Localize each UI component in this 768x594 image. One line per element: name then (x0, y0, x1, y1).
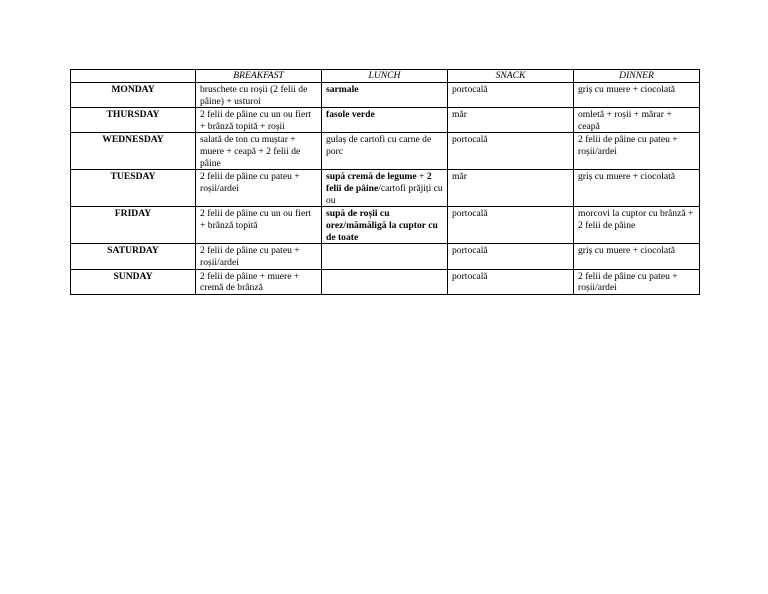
lunch-cell (322, 83, 448, 108)
day-cell: THURSDAY (71, 108, 196, 133)
lunch-text: supă de roșii cu orez/mămăligă la cuptor cu de toate (326, 208, 438, 243)
day-cell: MONDAY (71, 83, 196, 108)
table-header-row (71, 70, 700, 83)
table-row (71, 83, 700, 108)
lunch-text: fasole verde (326, 109, 375, 121)
breakfast-cell: 2 felii de pâine cu un ou fiert + brânză topită (196, 207, 322, 244)
lunch-cell (322, 133, 448, 170)
breakfast-cell: bruschete cu roșii (2 felii de pâine) + usturoi (196, 83, 322, 108)
header-lunch: LUNCH (322, 70, 448, 83)
day-cell: SUNDAY (71, 269, 196, 294)
lunch-text: supă cremă de legume (326, 171, 417, 183)
header-day-blank (71, 70, 196, 83)
snack-cell: portocală (448, 244, 574, 269)
dinner-cell: 2 felii de pâine cu pateu + roșii/ardei (574, 269, 700, 294)
lunch-text: + (416, 171, 427, 183)
dinner-cell: morcovi la cuptor cu brânză + 2 felii de pâine (574, 207, 700, 244)
header-dinner: DINNER (574, 70, 700, 83)
header-breakfast: BREAKFAST (196, 70, 322, 83)
lunch-cell (322, 170, 448, 207)
breakfast-cell: 2 felii de pâine cu pateu + roșii/ardei (196, 170, 322, 207)
table-row (71, 207, 700, 244)
dinner-cell: griș cu muere + ciocolată (574, 83, 700, 108)
breakfast-cell: 2 felii de pâine cu un ou fiert + brânză topită + roșii (196, 108, 322, 133)
table-row (71, 133, 700, 170)
lunch-cell (322, 269, 448, 294)
table-row (71, 108, 700, 133)
lunch-text: gulaș de cartofi cu carne de porc (326, 134, 432, 157)
snack-cell: portocală (448, 207, 574, 244)
lunch-text: /cartofi prăjiți cu ou (326, 182, 443, 206)
dinner-cell: griș cu muere + ciocolată (574, 244, 700, 269)
day-cell: SATURDAY (71, 244, 196, 269)
lunch-text: 2 felii de pâine (326, 171, 432, 194)
lunch-cell (322, 244, 448, 269)
meal-plan-table (70, 69, 700, 295)
table-row (71, 244, 700, 269)
table-row (71, 269, 700, 294)
breakfast-cell: 2 felii de pâine cu pateu + roșii/ardei (196, 244, 322, 269)
snack-cell: portocală (448, 269, 574, 294)
dinner-cell: omletă + roșii + mărar + ceapă (574, 108, 700, 133)
day-cell: WEDNESDAY (71, 133, 196, 170)
snack-cell: portocală (448, 133, 574, 170)
dinner-cell: 2 felii de pâine cu pateu + roșii/ardei (574, 133, 700, 170)
snack-cell: măr (448, 108, 574, 133)
lunch-text: sarmale (326, 84, 359, 95)
dinner-cell: griș cu muere + ciocolată (574, 170, 700, 207)
breakfast-cell: 2 felii de pâine + muere + cremă de brânză (196, 269, 322, 294)
lunch-cell (322, 108, 448, 133)
snack-cell: portocală (448, 83, 574, 108)
table-row (71, 170, 700, 207)
snack-cell: măr (448, 170, 574, 207)
day-cell: FRIDAY (71, 207, 196, 244)
lunch-cell (322, 207, 448, 244)
breakfast-cell: salată de ton cu muștar + muere + ceapă + 2 felii de pâine (196, 133, 322, 170)
header-snack: SNACK (448, 70, 574, 83)
day-cell: TUESDAY (71, 170, 196, 207)
